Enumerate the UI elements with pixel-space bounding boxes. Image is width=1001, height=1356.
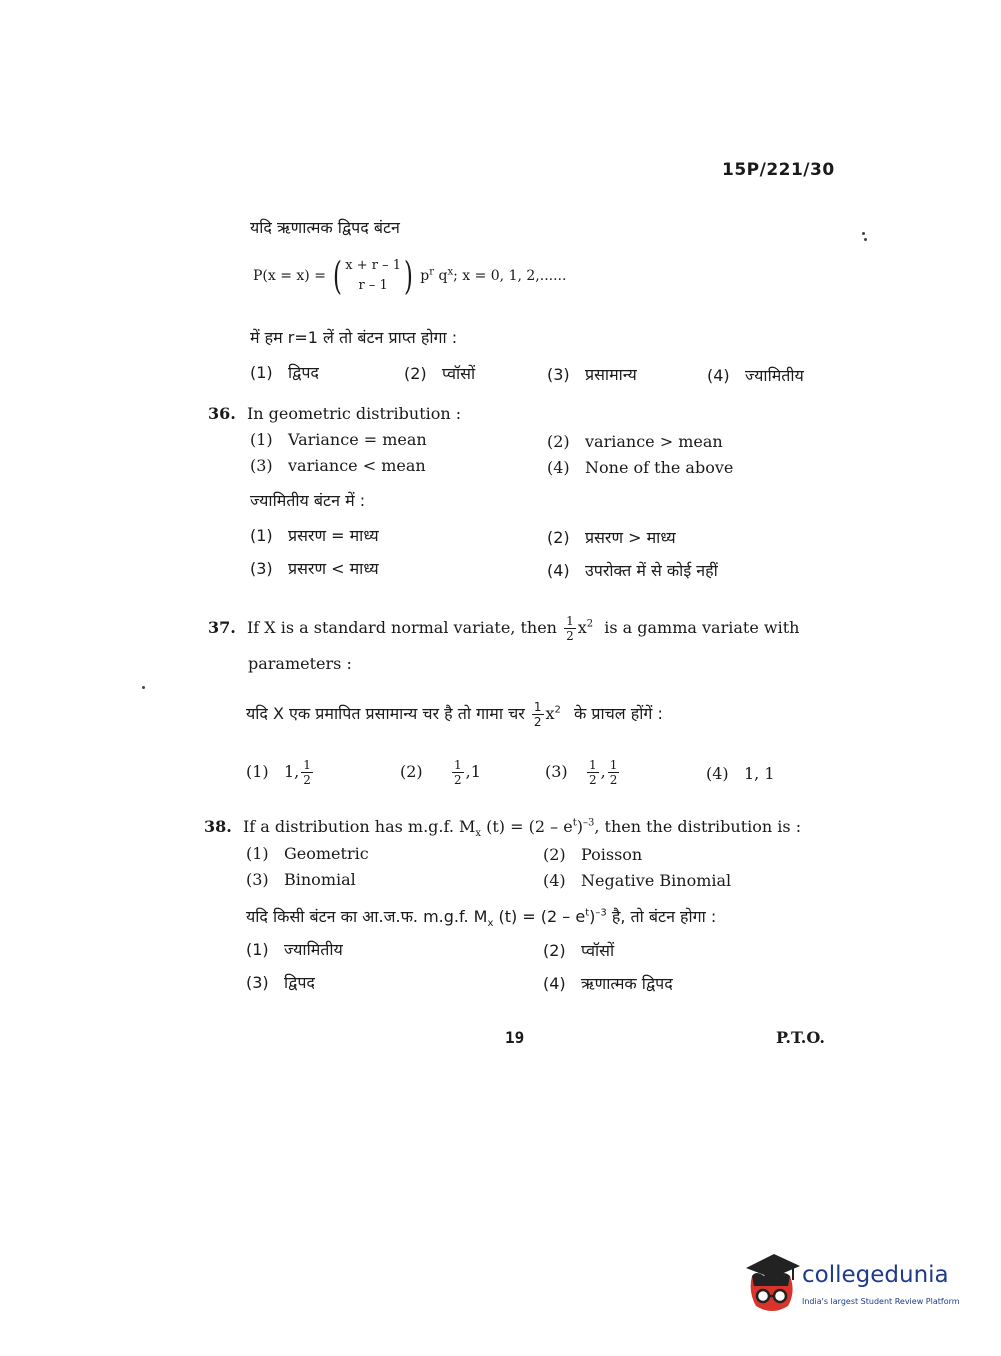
scan-speck xyxy=(864,238,867,241)
question-stem-en: If a distribution has m.g.f. $M_x$ $(t) = (2 - e^t)^{-3}$, then the distribution is : xyxy=(242,817,802,840)
q38-option-3: (3) Binomial xyxy=(246,870,356,889)
q36-option-3: (3) variance < mean xyxy=(250,456,426,475)
question-36 xyxy=(208,404,461,423)
q37-stem-hi: यदि X एक प्रमापित प्रसामान्य चर है तो गामा चर $\frac{1}{2}$ $x^2$ के प्राचल होंगें : xyxy=(246,700,663,729)
fraction-half: $\frac{1}{2}$ xyxy=(566,614,574,643)
question-number: 38. xyxy=(204,817,232,836)
q37-option-3: (3) $\frac{1}{2}$ , $\frac{1}{2}$ xyxy=(545,758,618,787)
q35-option-1: (1) द्विपद xyxy=(250,363,319,382)
pto-marker: P.T.O. xyxy=(776,1028,825,1047)
q38-option-4: (4) Negative Binomial xyxy=(543,871,732,890)
formula-q: q xyxy=(438,268,448,284)
q37-option-1: (1) 1, $\frac{1}{2}$ xyxy=(246,758,311,787)
question-37: 37. If X is a standard normal variate, then $\frac{1}{2}$ $x^2$ is a gamma variate with xyxy=(208,614,800,643)
q35-option-3: (3) प्रसामान्य xyxy=(547,365,637,384)
mascot-icon xyxy=(742,1250,802,1320)
question-stem-en-a: If X is a standard normal variate, then xyxy=(246,618,557,637)
q37-option-2: (2) $\frac{1}{2}$ ,1 xyxy=(400,758,481,787)
binom-top: x + r – 1 xyxy=(345,258,401,273)
q38-option-2: (2) Poisson xyxy=(543,845,643,864)
formula-tail: ; x = 0, 1, 2,...... xyxy=(453,268,567,284)
page-number: 19 xyxy=(505,1028,525,1047)
question-number: 36. xyxy=(208,404,236,423)
binom-bottom: r – 1 xyxy=(358,278,388,293)
q36-stem-hi: ज्यामितीय बंटन में : xyxy=(250,491,366,510)
q35-formula: P(x = x) = ( x + r – 1 r – 1 ) $p^r$ $q^x$; x = 0, 1, 2,...... xyxy=(253,254,567,298)
question-38 xyxy=(204,817,801,839)
collegedunia-logo xyxy=(742,1250,972,1320)
question-stem-en-b: is a gamma variate with xyxy=(604,618,800,637)
q35-intro: यदि ऋणात्मक द्विपद बंटन xyxy=(250,218,400,237)
scan-speck xyxy=(142,686,145,689)
formula-p: p xyxy=(420,268,430,284)
binomial-coefficient: ( x + r – 1 r – 1 ) xyxy=(333,254,413,298)
q36-option-4: (4) None of the above xyxy=(547,458,734,477)
q36-option-hi-4: (4) उपरोक्त में से कोई नहीं xyxy=(547,561,718,580)
paper-code: 15P/221/30 xyxy=(722,160,835,180)
q36-option-2: (2) variance > mean xyxy=(547,432,723,451)
q35-stem: में हम r=1 लें तो बंटन प्राप्त होगा : xyxy=(250,328,458,347)
brand-tagline: India's largest Student Review Platform xyxy=(802,1297,960,1306)
question-stem-en: In geometric distribution : xyxy=(246,404,462,423)
fraction-half: $\frac{1}{2}$ xyxy=(533,700,542,729)
q38-option-hi-3: (3) द्विपद xyxy=(246,973,315,992)
q38-stem-hi: यदि किसी बंटन का आ.ज.फ. m.g.f. $M_x$ $(t) = (2 - e^t)^{-3}$ है, तो बंटन होगा : xyxy=(246,907,717,930)
q36-option-1: (1) Variance = mean xyxy=(250,430,427,449)
q38-option-hi-2: (2) प्वॉसों xyxy=(543,941,615,960)
q38-option-hi-4: (4) ऋणात्मक द्विपद xyxy=(543,974,673,993)
question-number: 37. xyxy=(208,618,236,637)
q37-stem-en-c: parameters : xyxy=(248,654,352,673)
brand-name: collegedunia xyxy=(802,1262,949,1288)
q38-option-1: (1) Geometric xyxy=(246,844,369,863)
q35-option-2: (2) प्वॉसों xyxy=(404,364,476,383)
formula-lhs: P(x = x) = xyxy=(253,268,326,284)
q36-option-hi-2: (2) प्रसरण > माध्य xyxy=(547,528,676,547)
q36-option-hi-3: (3) प्रसरण < माध्य xyxy=(250,559,379,578)
q36-option-hi-1: (1) प्रसरण = माध्य xyxy=(250,526,379,545)
q37-option-4: (4) 1, 1 xyxy=(706,764,775,783)
q35-option-4: (4) ज्यामितीय xyxy=(707,366,804,385)
q38-option-hi-1: (1) ज्यामितीय xyxy=(246,940,343,959)
scan-speck xyxy=(862,232,865,235)
